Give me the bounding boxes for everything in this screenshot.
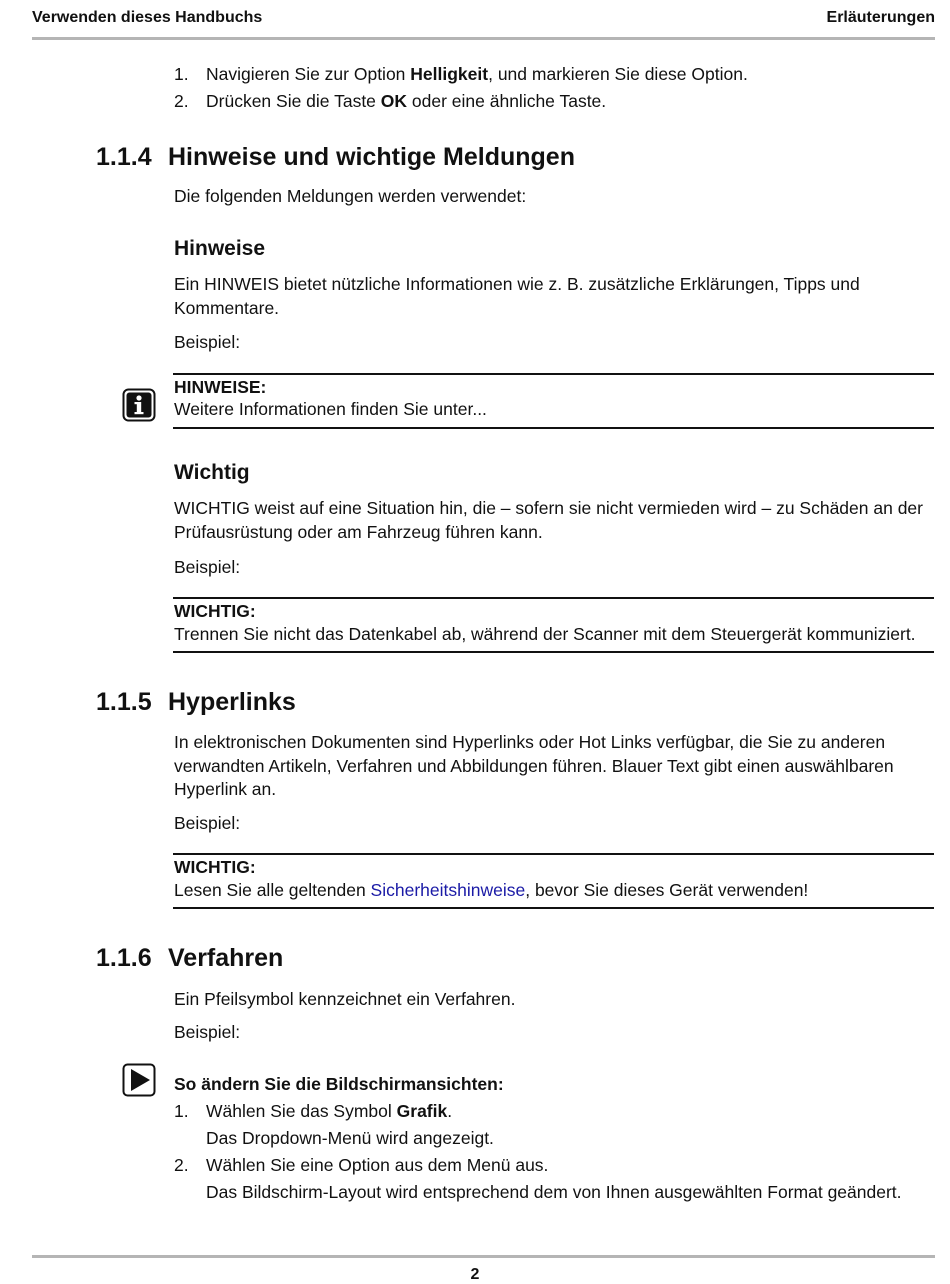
section-intro: Die folgenden Meldungen werden verwendet:: [174, 186, 527, 206]
hyperlink-box-top-rule: [173, 853, 934, 855]
step-number: 2.: [174, 91, 189, 111]
hyperlink-box-label: WICHTIG:: [174, 857, 256, 877]
example-label: Beispiel:: [174, 332, 241, 352]
procedure-description: Ein Pfeilsymbol kennzeichnet ein Verfahren.: [174, 989, 516, 1009]
hyperlink-box-bottom-rule: [173, 907, 934, 909]
section-heading-1-1-4: 1.1.4 Hinweise und wichtige Meldungen: [96, 143, 575, 171]
play-arrow-icon: [122, 1063, 156, 1102]
safety-hyperlink[interactable]: Sicherheitshinweise: [370, 880, 526, 900]
step-number: 1.: [174, 1101, 189, 1121]
footer-rule: [32, 1255, 935, 1258]
important-box-top-rule: [173, 597, 934, 599]
page-header: [32, 9, 935, 40]
header-right-title: Erläuterungen: [826, 9, 935, 26]
step-text: Wählen Sie das Symbol Grafik.: [206, 1101, 453, 1121]
step-text: Navigieren Sie zur Option Helligkeit, und markieren Sie diese Option.: [206, 64, 748, 84]
page-number: 2: [470, 1266, 480, 1283]
section-heading-1-1-6: 1.1.6 Verfahren: [96, 944, 284, 972]
step-text: Wählen Sie eine Option aus dem Menü aus.: [206, 1155, 549, 1175]
step-number: 2.: [174, 1155, 189, 1175]
example-label: Beispiel:: [174, 813, 241, 833]
note-box-text: Weitere Informationen finden Sie unter...: [174, 399, 487, 419]
important-box-bottom-rule: [173, 651, 934, 653]
wichtig-description: WICHTIG weist auf eine Situation hin, die – sofern sie nicht vermieden wird – zu Schäden an der Prüfausrüstung oder am Fahrzeug führen kann.: [174, 498, 923, 542]
step-text: Drücken Sie die Taste OK oder eine ähnliche Taste.: [206, 91, 607, 111]
header-left-title: Verwenden dieses Handbuchs: [32, 9, 263, 26]
step-result: Das Bildschirm-Layout wird entsprechend dem von Ihnen ausgewählten Format geändert.: [206, 1182, 902, 1202]
important-box-text: Trennen Sie nicht das Datenkabel ab, während der Scanner mit dem Steuergerät kommuniziert.: [174, 624, 916, 644]
procedure-title: So ändern Sie die Bildschirmansichten:: [174, 1074, 504, 1094]
example-label: Beispiel:: [174, 1022, 241, 1042]
hinweise-description: Ein HINWEIS bietet nützliche Informationen wie z. B. zusätzliche Erklärungen, Tipps und Kommentare.: [174, 274, 860, 318]
step-result: Das Dropdown-Menü wird angezeigt.: [206, 1128, 494, 1148]
hyperlink-box-text: Lesen Sie alle geltenden Sicherheitshinweise, bevor Sie dieses Gerät verwenden!: [174, 880, 809, 900]
subheading-hinweise: Hinweise: [174, 237, 266, 260]
step-number: 1.: [174, 64, 189, 84]
section-heading-1-1-5: 1.1.5 Hyperlinks: [96, 688, 296, 716]
important-box-label: WICHTIG:: [174, 601, 256, 621]
info-icon: [122, 388, 156, 427]
hyperlinks-description: In elektronischen Dokumenten sind Hyperlinks oder Hot Links verfügbar, die Sie zu anderen verwandten Artikeln, Verfahren und Abbildungen führen. Blauer Text gibt einen auswählbaren Hyperlink an.: [174, 732, 894, 799]
example-label: Beispiel:: [174, 557, 241, 577]
note-box-label: HINWEISE:: [174, 377, 267, 397]
subheading-wichtig: Wichtig: [174, 461, 250, 484]
note-box-top-rule: [173, 373, 934, 375]
note-box-bottom-rule: [173, 427, 934, 429]
